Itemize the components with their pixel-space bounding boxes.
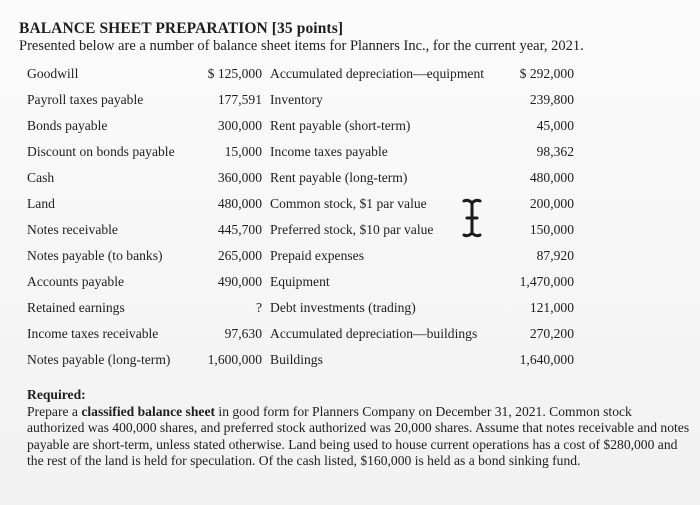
left-item-value: 1,600,000 xyxy=(207,352,262,367)
right-item-name: Income taxes payable xyxy=(270,144,388,159)
right-item-value: 98,362 xyxy=(536,144,574,159)
right-item-value: $ 292,000 xyxy=(519,66,574,81)
left-item-value: 445,700 xyxy=(217,222,262,237)
left-item-name: Retained earnings xyxy=(27,300,125,315)
left-item-name: Goodwill xyxy=(27,66,79,81)
right-item-value: 200,000 xyxy=(529,196,574,211)
right-item-value: 1,640,000 xyxy=(519,352,574,367)
right-item-name: Buildings xyxy=(270,352,323,367)
right-item-value: 270,200 xyxy=(529,326,574,341)
right-item-value: 121,000 xyxy=(529,300,574,315)
required-instructions: Prepare a classified balance sheet in good form for Planners Company on December 31, 2021. Common stock authorized was 400,000 shares, and preferred stock authorized was 20,000 shares. Assume that notes receivable and notes payable are short-term, unless stated otherwise. Land being used to house current operations has a cost of $280,000 and the rest of the land is held for speculation. Of the cash listed, $160,000 is held as a bond sinking fund. xyxy=(27,403,690,469)
right-item-name: Common stock, $1 par value xyxy=(270,196,427,211)
required-heading: Required: xyxy=(27,387,86,402)
left-item-value: $ 125,000 xyxy=(207,66,262,81)
table-row xyxy=(0,300,700,324)
left-item-value: 177,591 xyxy=(217,92,262,107)
table-row xyxy=(0,92,700,116)
left-item-name: Payroll taxes payable xyxy=(27,92,144,107)
right-item-value: 87,920 xyxy=(536,248,574,263)
right-item-name: Debt investments (trading) xyxy=(270,300,416,315)
left-item-value: 265,000 xyxy=(217,248,262,263)
right-item-name: Rent payable (short-term) xyxy=(270,118,411,133)
left-item-name: Income taxes receivable xyxy=(27,326,159,341)
right-item-name: Preferred stock, $10 par value xyxy=(270,222,434,237)
right-item-name: Prepaid expenses xyxy=(270,248,364,263)
right-item-value: 150,000 xyxy=(529,222,574,237)
left-item-value: 490,000 xyxy=(217,274,262,289)
right-item-name: Accumulated depreciation—equipment xyxy=(270,66,485,81)
left-item-value: 15,000 xyxy=(224,144,262,159)
left-item-name: Discount on bonds payable xyxy=(27,144,175,159)
table-row xyxy=(0,144,700,168)
left-item-value: 300,000 xyxy=(217,118,262,133)
right-item-name: Rent payable (long-term) xyxy=(270,170,408,185)
left-item-name: Cash xyxy=(27,170,55,185)
table-row xyxy=(0,118,700,142)
left-item-value: ? xyxy=(255,300,262,315)
left-item-name: Notes payable (long-term) xyxy=(27,352,171,367)
text-cursor-icon xyxy=(459,198,485,238)
left-item-name: Bonds payable xyxy=(27,118,108,133)
table-row xyxy=(0,222,700,246)
right-item-value: 239,800 xyxy=(529,92,574,107)
table-row xyxy=(0,66,700,90)
table-row xyxy=(0,248,700,272)
required-section xyxy=(27,387,692,470)
left-item-value: 360,000 xyxy=(217,170,262,185)
left-item-value: 97,630 xyxy=(224,326,262,341)
right-item-name: Equipment xyxy=(270,274,330,289)
left-item-name: Accounts payable xyxy=(27,274,125,289)
right-item-name: Accumulated depreciation—buildings xyxy=(270,326,478,341)
right-item-value: 45,000 xyxy=(536,118,574,133)
right-item-name: Inventory xyxy=(270,92,323,107)
table-row xyxy=(0,274,700,298)
right-item-value: 480,000 xyxy=(529,170,574,185)
table-row xyxy=(0,170,700,194)
problem-title: BALANCE SHEET PREPARATION [35 points] xyxy=(19,20,344,37)
left-item-name: Notes receivable xyxy=(27,222,118,237)
problem-intro: Presented below are a number of balance sheet items for Planners Inc., for the current year, 2021. xyxy=(19,38,584,54)
table-row xyxy=(0,326,700,350)
left-item-name: Land xyxy=(27,196,55,211)
table-row xyxy=(0,196,700,220)
table-row xyxy=(0,352,700,376)
left-item-value: 480,000 xyxy=(217,196,262,211)
right-item-value: 1,470,000 xyxy=(519,274,574,289)
left-item-name: Notes payable (to banks) xyxy=(27,248,163,263)
classified-balance-sheet-term: classified balance sheet xyxy=(81,403,216,419)
